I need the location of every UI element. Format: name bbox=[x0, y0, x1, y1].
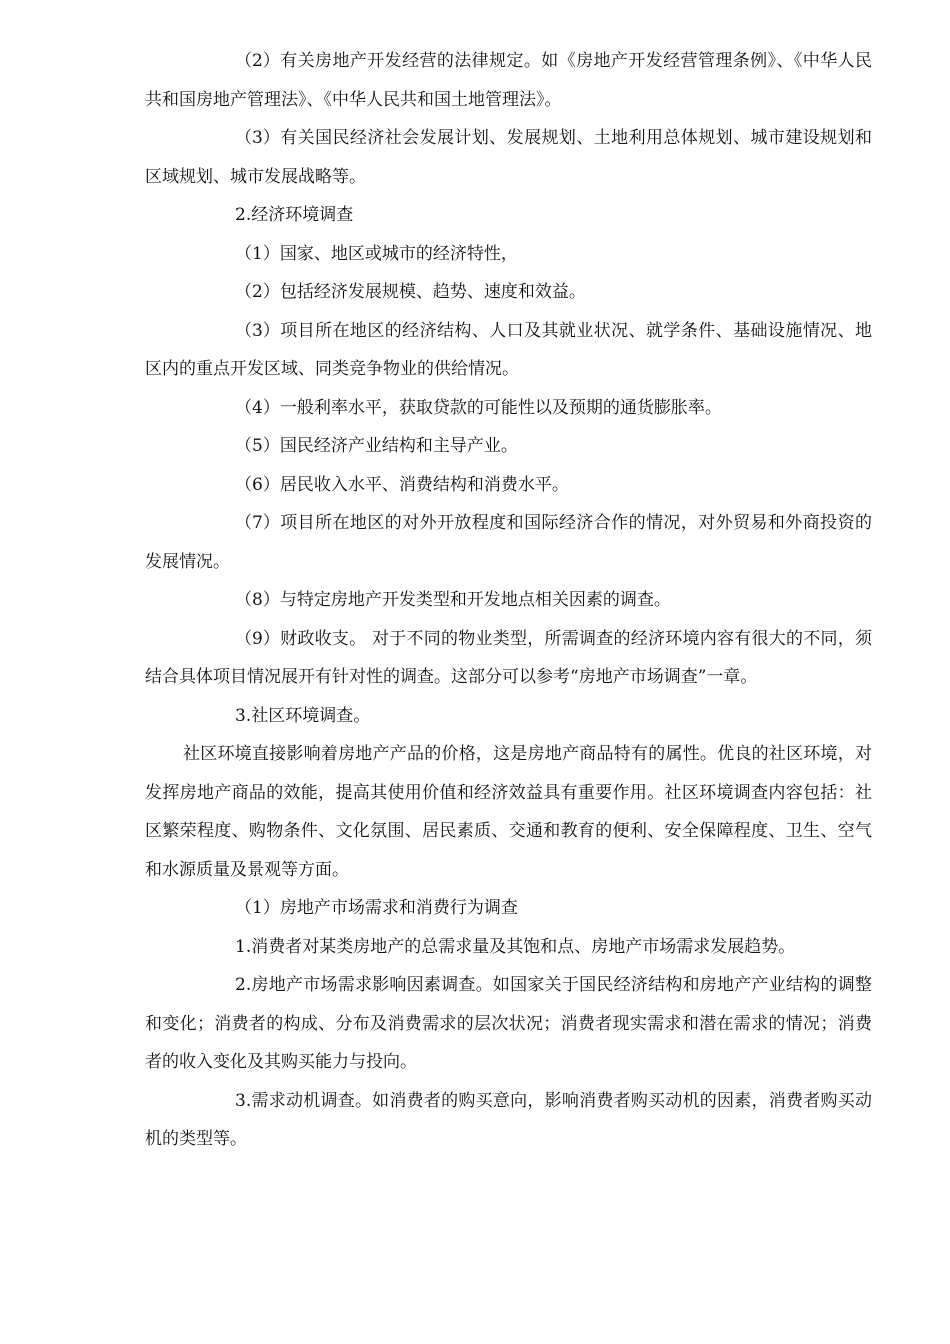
paragraph-2-legal bbox=[145, 42, 872, 119]
paragraph-text: 与特定房地产开发类型和开发地点相关因素的调查。 bbox=[279, 590, 671, 610]
section-heading-economic bbox=[145, 196, 872, 235]
paragraph-econ-2 bbox=[145, 273, 872, 312]
item-number: （3） bbox=[235, 320, 280, 341]
paragraph-text: 居民收入水平、消费结构和消费水平。 bbox=[279, 474, 569, 495]
item-number: （2） bbox=[235, 51, 280, 71]
item-number: （5） bbox=[235, 436, 280, 456]
paragraph-text: 财政收支。 对于不同的物业类型，所需调查的经济环境内容有很大的不同，须结合具体项目情况展开有针对性的调查。这部分可以参考“房地产市场调查”一章。 bbox=[145, 628, 872, 687]
paragraph-community-body bbox=[145, 735, 872, 889]
document-page bbox=[145, 42, 872, 1159]
paragraph-econ-7 bbox=[145, 504, 872, 581]
item-number: （2） bbox=[235, 282, 280, 302]
item-number: （1） bbox=[235, 243, 280, 264]
paragraph-text: 需求动机调查。如消费者的购买意向，影响消费者购买动机的因素，消费者购买动机的类型等。 bbox=[145, 1090, 872, 1149]
item-number: （4） bbox=[235, 397, 280, 418]
paragraph-econ-6 bbox=[145, 466, 872, 505]
paragraph-text: 项目所在地区的经济结构、人口及其就业状况、就学条件、基础设施情况、地区内的重点开发区域、同类竞争物业的供给情况。 bbox=[145, 320, 872, 379]
paragraph-demand-1 bbox=[145, 928, 872, 967]
section-number: 2. bbox=[235, 205, 252, 225]
paragraph-econ-9 bbox=[145, 620, 872, 697]
item-number: （1） bbox=[235, 898, 280, 918]
paragraph-text: 有关国民经济社会发展计划、发展规划、土地利用总体规划、城市建设规划和区域规划、城市发展战略等。 bbox=[145, 128, 872, 187]
paragraph-econ-3 bbox=[145, 312, 872, 389]
paragraph-text: 国家、地区或城市的经济特性， bbox=[279, 243, 518, 264]
section-number: 3. bbox=[235, 705, 252, 726]
paragraph-text: 消费者对某类房地产的总需求量及其饱和点、房地产市场需求发展趋势。 bbox=[251, 936, 796, 957]
paragraph-text: 国民经济产业结构和主导产业。 bbox=[279, 436, 518, 456]
paragraph-demand-3 bbox=[145, 1082, 872, 1159]
item-number: （8） bbox=[235, 590, 280, 610]
paragraph-demand-2 bbox=[145, 966, 872, 1082]
section-heading-community bbox=[145, 697, 872, 736]
item-number: 1. bbox=[235, 936, 252, 957]
item-number: 2. bbox=[235, 975, 252, 995]
paragraph-text: 房地产市场需求影响因素调查。如国家关于国民经济结构和房地产产业结构的调整和变化；消费者的构成、分布及消费需求的层次状况；消费者现实需求和潜在需求的情况；消费者的收入变化及其购买能力与投向。 bbox=[145, 975, 872, 1072]
paragraph-econ-8 bbox=[145, 581, 872, 620]
paragraph-text: 一般利率水平，获取贷款的可能性以及预期的通货膨胀率。 bbox=[279, 397, 722, 418]
section-title: 社区环境调查。 bbox=[251, 705, 371, 726]
paragraph-econ-4 bbox=[145, 389, 872, 428]
item-number: （7） bbox=[235, 513, 280, 533]
paragraph-econ-1 bbox=[145, 235, 872, 274]
paragraph-text: 项目所在地区的对外开放程度和国际经济合作的情况，对外贸易和外商投资的发展情况。 bbox=[145, 513, 872, 572]
item-number: （9） bbox=[235, 628, 280, 649]
section-title: 经济环境调查 bbox=[251, 205, 354, 225]
item-number: （3） bbox=[235, 128, 280, 148]
section-title: 房地产市场需求和消费行为调查 bbox=[279, 898, 518, 918]
item-number: （6） bbox=[235, 474, 280, 495]
section-heading-demand bbox=[145, 889, 872, 928]
paragraph-text: 有关房地产开发经营的法律规定。如《房地产开发经营管理条例》、《中华人民共和国房地产管理法》、《中华人民共和国土地管理法》。 bbox=[145, 51, 872, 110]
paragraph-text: 社区环境直接影响着房地产产品的价格，这是房地产商品特有的属性。优良的社区环境，对发挥房地产商品的效能，提高其使用价值和经济效益具有重要作用。社区环境调查内容包括：社区繁荣程度、购物条件、文化氛围、居民素质、交通和教育的便利、安全保障程度、卫生、空气和水源质量及景观等方面。 bbox=[145, 744, 872, 880]
paragraph-text: 包括经济发展规模、趋势、速度和效益。 bbox=[279, 282, 586, 302]
paragraph-econ-5 bbox=[145, 427, 872, 466]
item-number: 3. bbox=[235, 1090, 252, 1111]
paragraph-3-planning bbox=[145, 119, 872, 196]
